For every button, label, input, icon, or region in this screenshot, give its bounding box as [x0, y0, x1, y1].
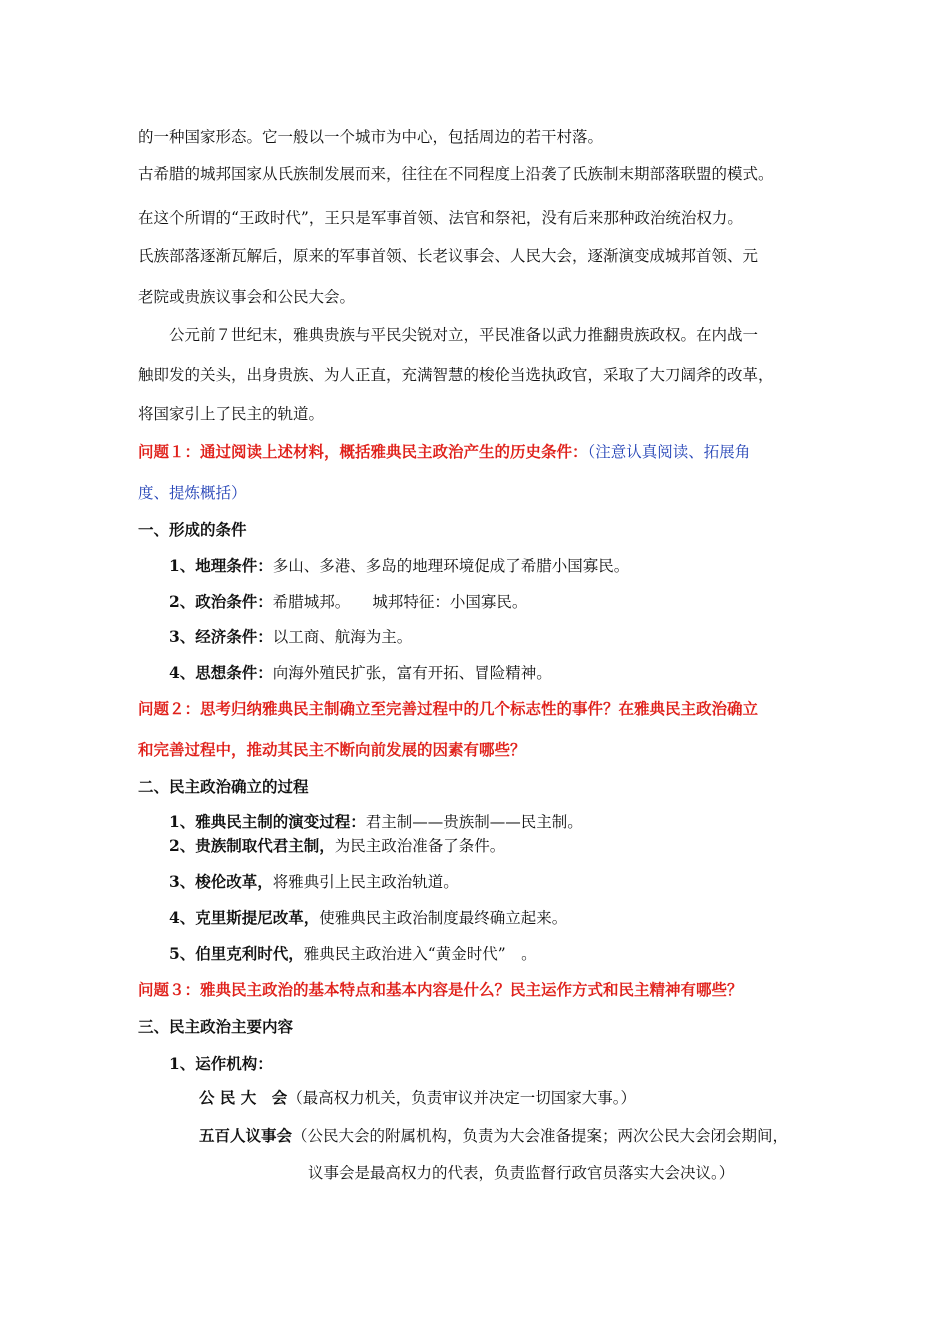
section-3-subtitle: 1、运作机构：: [169, 1054, 273, 1073]
section-3-title: 三、民主政治主要内容: [138, 1017, 294, 1036]
item-text: 雅典民主政治进入“黄金时代” 。: [303, 945, 537, 963]
item-label: 4、克里斯提尼改革，: [169, 908, 320, 927]
question-1-text: 问题１：通过阅读上述材料，概括雅典民主政治产生的历史条件：: [138, 442, 588, 461]
section-2-item: [169, 944, 537, 964]
section-1-title: 一、形成的条件: [138, 520, 247, 539]
intro-paragraph-5a: 公元前７世纪末，雅典贵族与平民尖锐对立，平民准备以武力推翻贵族政权。在内战一: [169, 326, 759, 344]
section-1-item: [169, 663, 552, 683]
question-2-line-1: 问题２：思考归纳雅典民主制确立至完善过程中的几个标志性的事件？在雅典民主政治确立: [138, 699, 759, 718]
section-1-item: [169, 556, 629, 576]
question-1-hint: （注意认真阅读、拓展角: [587, 443, 751, 461]
intro-paragraph-2: 古希腊的城邦国家从氏族制发展而来，往往在不同程度上沿袭了氏族制末期部落联盟的模式。: [138, 165, 774, 183]
item-text: 为民主政治准备了条件。: [334, 837, 506, 855]
council-entry: [199, 1126, 788, 1146]
intro-paragraph-4b: 老院或贵族议事会和公民大会。: [138, 288, 356, 306]
question-3: 问题３：雅典民主政治的基本特点和基本内容是什么？民主运作方式和民主精神有哪些？: [138, 980, 743, 999]
item-text-2: 城邦特征：小国寡民。: [372, 593, 528, 611]
section-2-item: [169, 836, 505, 856]
item-text: 使雅典民主政治制度最终确立起来。: [319, 909, 568, 927]
section-2-item: [169, 812, 583, 832]
council-label: 五百人议事会: [199, 1126, 293, 1145]
item-text: 希腊城邦。: [272, 593, 351, 611]
council-text-continued: 议事会是最高权力的代表，负责监督行政官员落实大会决议。）: [308, 1164, 735, 1182]
item-text: 将雅典引上民主政治轨道。: [272, 873, 459, 891]
item-label: 1、雅典民主制的演变过程：: [169, 812, 366, 831]
item-text: 以工商、航海为主。: [272, 628, 413, 646]
item-label: 2、贵族制取代君主制，: [169, 836, 335, 855]
intro-paragraph-3: 在这个所谓的“王政时代”，王只是军事首领、法官和祭祀，没有后来那种政治统治权力。: [138, 209, 743, 227]
assembly-entry: [199, 1088, 636, 1108]
item-label: 5、伯里克利时代，: [169, 944, 304, 963]
item-label: 1、地理条件：: [169, 556, 273, 575]
intro-paragraph-4a: 氏族部落逐渐瓦解后，原来的军事首领、长老议事会、人民大会，逐渐演变成城邦首领、元: [138, 247, 759, 265]
section-2-title: 二、民主政治确立的过程: [138, 777, 309, 796]
assembly-label: 公 民 大 会: [199, 1088, 288, 1107]
section-1-item: [169, 627, 412, 647]
question-1: [138, 442, 750, 462]
question-2-line-2: 和完善过程中，推动其民主不断向前发展的因素有哪些？: [138, 740, 526, 759]
assembly-text: （最高权力机关，负责审议并决定一切国家大事。）: [287, 1089, 637, 1107]
item-label: 2、政治条件：: [169, 592, 273, 611]
item-text: 向海外殖民扩张，富有开拓、冒险精神。: [272, 664, 552, 682]
question-1-hint-continued: 度、提炼概括）: [138, 484, 247, 502]
intro-paragraph-5b: 触即发的关头，出身贵族、为人正直，充满智慧的梭伦当选执政官，采取了大刀阔斧的改革，: [138, 366, 774, 384]
council-text: （公民大会的附属机构，负责为大会准备提案；两次公民大会闭会期间，: [292, 1127, 789, 1145]
item-text: 君主制——贵族制——民主制。: [365, 813, 583, 831]
section-2-item: [169, 908, 567, 928]
intro-paragraph-1: 的一种国家形态。它一般以一个城市为中心，包括周边的若干村落。: [138, 128, 604, 146]
section-1-item: [169, 592, 527, 612]
item-label: 3、经济条件：: [169, 627, 273, 646]
section-2-item: [169, 872, 459, 892]
item-label: 4、思想条件：: [169, 663, 273, 682]
item-label: 3、梭伦改革，: [169, 872, 273, 891]
item-text: 多山、多港、多岛的地理环境促成了希腊小国寡民。: [272, 557, 630, 575]
intro-paragraph-5c: 将国家引上了民主的轨道。: [138, 405, 325, 423]
